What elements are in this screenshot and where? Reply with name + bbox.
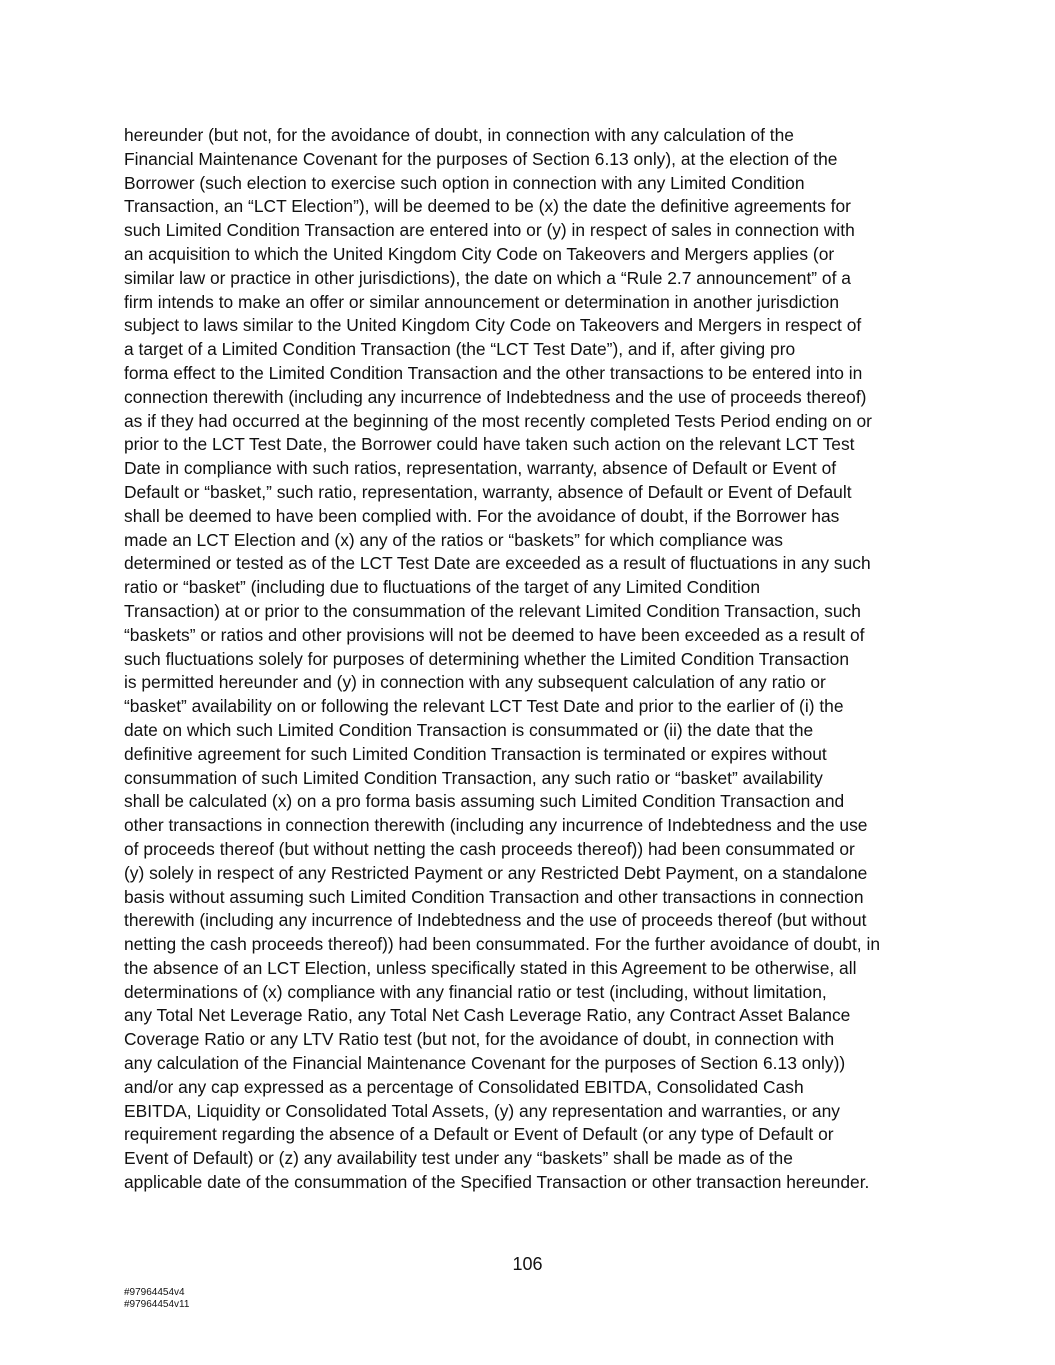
text-line: determinations of (x) compliance with any financial ratio or test (including, without limitation, (124, 981, 827, 1002)
text-line: other transactions in connection therewith (including any incurrence of Indebtedness and the use (124, 815, 868, 836)
page-number: 106 (512, 1254, 543, 1274)
text-line: and/or any cap expressed as a percentage of Consolidated EBITDA, Consolidated Cash (124, 1076, 804, 1097)
document-id: #97964454v4 (124, 1287, 185, 1298)
text-line: such Limited Condition Transaction are entered into or (y) in respect of sales in connection with (124, 220, 855, 241)
text-line: (y) solely in respect of any Restricted Payment or any Restricted Debt Payment, on a standalone (124, 862, 868, 883)
text-line: forma effect to the Limited Condition Transaction and the other transactions to be entered into in (124, 362, 863, 383)
text-line: ratio or “basket” (including due to fluctuations of the target of any Limited Condition (124, 577, 761, 598)
text-line: the absence of an LCT Election, unless specifically stated in this Agreement to be otherwise, all (124, 957, 857, 978)
text-line: connection therewith (including any incurrence of Indebtedness and the use of proceeds thereof) (124, 386, 867, 407)
text-line: any calculation of the Financial Maintenance Covenant for the purposes of Section 6.13 only)) (124, 1053, 846, 1074)
text-line: such fluctuations solely for purposes of determining whether the Limited Condition Transaction (124, 648, 850, 669)
text-line: Date in compliance with such ratios, representation, warranty, absence of Default or Event of (124, 458, 837, 479)
text-line: of proceeds thereof (but without netting the cash proceeds thereof)) had been consummated or (124, 838, 855, 859)
document-identifiers (124, 1287, 189, 1311)
text-line: definitive agreement for such Limited Condition Transaction is terminated or expires without (124, 743, 827, 764)
text-line: determined or tested as of the LCT Test Date are exceeded as a result of fluctuations in any such (124, 553, 871, 574)
text-line: subject to laws similar to the United Kingdom City Code on Takeovers and Mergers in respect of (124, 315, 862, 336)
text-line: EBITDA, Liquidity or Consolidated Total Assets, (y) any representation and warranties, or any (124, 1100, 840, 1121)
text-line: date on which such Limited Condition Transaction is consummated or (ii) the date that the (124, 719, 814, 740)
text-line: shall be deemed to have been complied with. For the avoidance of doubt, if the Borrower has (124, 505, 840, 526)
text-line: requirement regarding the absence of a Default or Event of Default (or any type of Default or (124, 1124, 834, 1145)
text-line: netting the cash proceeds thereof)) had been consummated. For the further avoidance of doubt, in (124, 934, 880, 955)
text-line: any Total Net Leverage Ratio, any Total Net Cash Leverage Ratio, any Contract Asset Balance (124, 1005, 851, 1026)
body-paragraph (124, 124, 936, 1195)
text-line: is permitted hereunder and (y) in connection with any subsequent calculation of any ratio or (124, 672, 826, 693)
text-line: basis without assuming such Limited Condition Transaction and other transactions in connection (124, 886, 864, 907)
text-line: shall be calculated (x) on a pro forma basis assuming such Limited Condition Transaction and (124, 791, 845, 812)
text-line: Coverage Ratio or any LTV Ratio test (but not, for the avoidance of doubt, in connection with (124, 1029, 835, 1050)
text-line: as if they had occurred at the beginning of the most recently completed Tests Period ending on or (124, 410, 872, 431)
text-line: “basket” availability on or following the relevant LCT Test Date and prior to the earlier of (i) the (124, 696, 844, 717)
text-line: consummation of such Limited Condition Transaction, any such ratio or “basket” availability (124, 767, 823, 788)
text-line: an acquisition to which the United Kingdom City Code on Takeovers and Mergers applies (or (124, 243, 835, 264)
text-line: a target of a Limited Condition Transaction (the “LCT Test Date”), and if, after giving pro (124, 339, 796, 360)
text-line: Transaction) at or prior to the consummation of the relevant Limited Condition Transaction, such (124, 600, 861, 621)
text-line: similar law or practice in other jurisdictions), the date on which a “Rule 2.7 announcement” of a (124, 267, 851, 288)
text-line: applicable date of the consummation of the Specified Transaction or other transaction hereunder. (124, 1172, 870, 1193)
text-line: therewith (including any incurrence of Indebtedness and the use of proceeds thereof (but without (124, 910, 867, 931)
text-line: made an LCT Election and (x) any of the ratios or “baskets” for which compliance was (124, 529, 783, 550)
text-line: “baskets” or ratios and other provisions will not be deemed to have been exceeded as a result of (124, 624, 865, 645)
text-line: Default or “basket,” such ratio, representation, warranty, absence of Default or Event of Default (124, 481, 852, 502)
text-line: prior to the LCT Test Date, the Borrower could have taken such action on the relevant LCT Test (124, 434, 855, 455)
text-line: Financial Maintenance Covenant for the purposes of Section 6.13 only), at the election of the (124, 148, 838, 169)
text-line: firm intends to make an offer or similar announcement or determination in another jurisdiction (124, 291, 839, 312)
text-line: hereunder (but not, for the avoidance of doubt, in connection with any calculation of the (124, 125, 794, 145)
text-line: Transaction, an “LCT Election”), will be deemed to be (x) the date the definitive agreements for (124, 196, 851, 217)
text-line: Event of Default) or (z) any availability test under any “baskets” shall be made as of the (124, 1148, 793, 1169)
text-line: Borrower (such election to exercise such option in connection with any Limited Condition (124, 172, 805, 193)
document-id: #97964454v11 (124, 1299, 190, 1310)
